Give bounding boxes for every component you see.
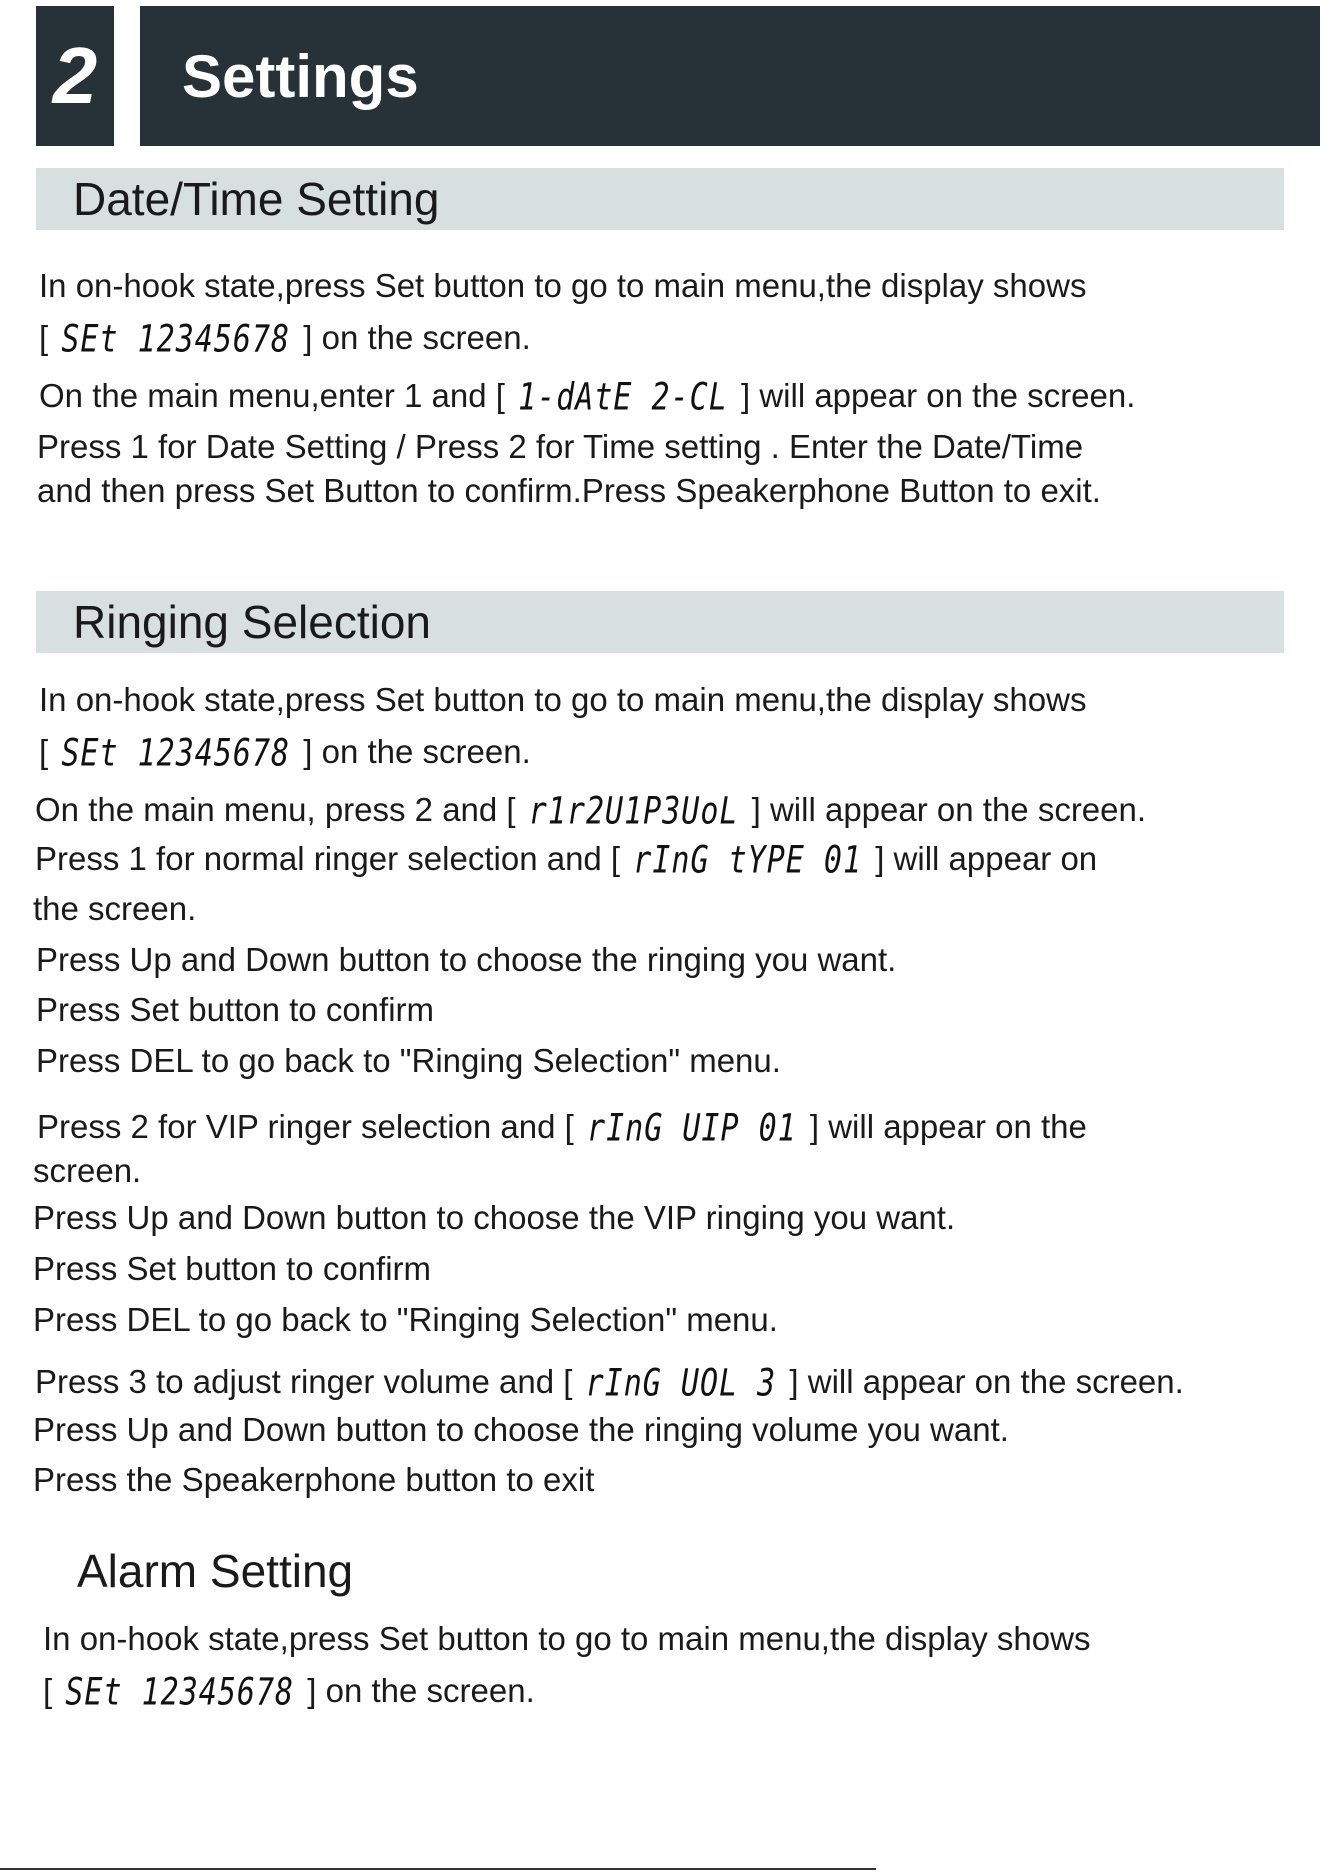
- ringing-the-screen-line: the screen.: [33, 890, 197, 927]
- vip-ringer-text: Press 2 for VIP ringer selection and [: [37, 1108, 574, 1145]
- bracket-open: [: [43, 1672, 53, 1709]
- on-screen-text: ] on the screen.: [303, 319, 531, 356]
- ringing-exit-line: Press the Speakerphone button to exit: [33, 1461, 595, 1498]
- ringing-vip-screen-line: screen.: [33, 1152, 142, 1189]
- on-screen-text: ] on the screen.: [307, 1672, 535, 1709]
- datetime-display-line: [39, 318, 531, 360]
- normal-ringer-text: Press 1 for normal ringer selection and [: [35, 840, 621, 877]
- lcd-main-menu: SEt 12345678: [61, 731, 291, 776]
- ringing-menu-line: [35, 790, 1146, 832]
- ringing-normal-line: [35, 839, 1097, 881]
- will-appear-text: ] will appear on the screen.: [740, 377, 1136, 414]
- ringing-volume-line: [35, 1362, 1184, 1404]
- lcd-ring-vip: rInG UIP 01: [587, 1106, 797, 1151]
- alarm-display-line: [43, 1671, 535, 1713]
- lcd-ring-type: rInG tYPE 01: [633, 838, 863, 883]
- chapter-number: 2: [36, 6, 114, 146]
- alarm-onhook-line: In on-hook state,press Set button to go to main menu,the display shows: [43, 1620, 1091, 1657]
- ringing-del-line: Press DEL to go back to "Ringing Selection" menu.: [36, 1042, 781, 1079]
- datetime-onhook-line: In on-hook state,press Set button to go to main menu,the display shows: [39, 267, 1087, 304]
- ringing-volume-up-down-line: Press Up and Down button to choose the ringing volume you want.: [33, 1411, 1009, 1448]
- datetime-menu-line: [39, 376, 1135, 418]
- lcd-main-menu: SEt 12345678: [65, 1670, 295, 1715]
- ringing-vip-line: [37, 1107, 1087, 1149]
- section-title-alarm: Alarm Setting: [77, 1545, 354, 1597]
- bracket-open: [: [39, 733, 49, 770]
- lcd-main-menu: SEt 12345678: [61, 317, 291, 362]
- will-appear-text: ] will appear on the screen.: [751, 791, 1147, 828]
- will-appear-text: ] will appear on: [875, 840, 1098, 877]
- lcd-ring-vol: rInG UOL 3: [585, 1361, 777, 1406]
- lcd-ring-menu: r1r2U1P3UoL: [528, 789, 739, 834]
- datetime-confirm-line: and then press Set Button to confirm.Press Speakerphone Button to exit.: [37, 472, 1101, 509]
- bracket-open: [: [39, 319, 49, 356]
- ringing-set-line: Press Set button to confirm: [36, 991, 435, 1028]
- ringing-up-down-line: Press Up and Down button to choose the ringing you want.: [36, 941, 897, 978]
- datetime-instruction-line: Press 1 for Date Setting / Press 2 for Time setting . Enter the Date/Time: [37, 428, 1084, 465]
- volume-text: Press 3 to adjust ringer volume and [: [35, 1363, 573, 1400]
- ringing-vip-del-line: Press DEL to go back to "Ringing Selection" menu.: [33, 1301, 778, 1338]
- lcd-date-time: 1-dAtE 2-CL: [518, 375, 728, 420]
- menu-line-text: On the main menu, press 2 and [: [35, 791, 516, 828]
- chapter-title: Settings: [140, 6, 1320, 146]
- section-title-ringing: Ringing Selection: [36, 591, 1284, 653]
- will-appear-text: ] will appear on the: [809, 1108, 1087, 1145]
- ringing-onhook-line: In on-hook state,press Set button to go to main menu,the display shows: [39, 681, 1087, 718]
- menu-line-text: On the main menu,enter 1 and [: [39, 377, 505, 414]
- will-appear-text: ] will appear on the screen.: [789, 1363, 1184, 1400]
- bottom-rule: [0, 1868, 876, 1870]
- ringing-display-line: [39, 732, 531, 774]
- on-screen-text: ] on the screen.: [303, 733, 531, 770]
- section-title-datetime: Date/Time Setting: [36, 168, 1284, 230]
- ringing-vip-set-line: Press Set button to confirm: [33, 1250, 432, 1287]
- ringing-vip-up-down-line: Press Up and Down button to choose the VIP ringing you want.: [33, 1199, 956, 1236]
